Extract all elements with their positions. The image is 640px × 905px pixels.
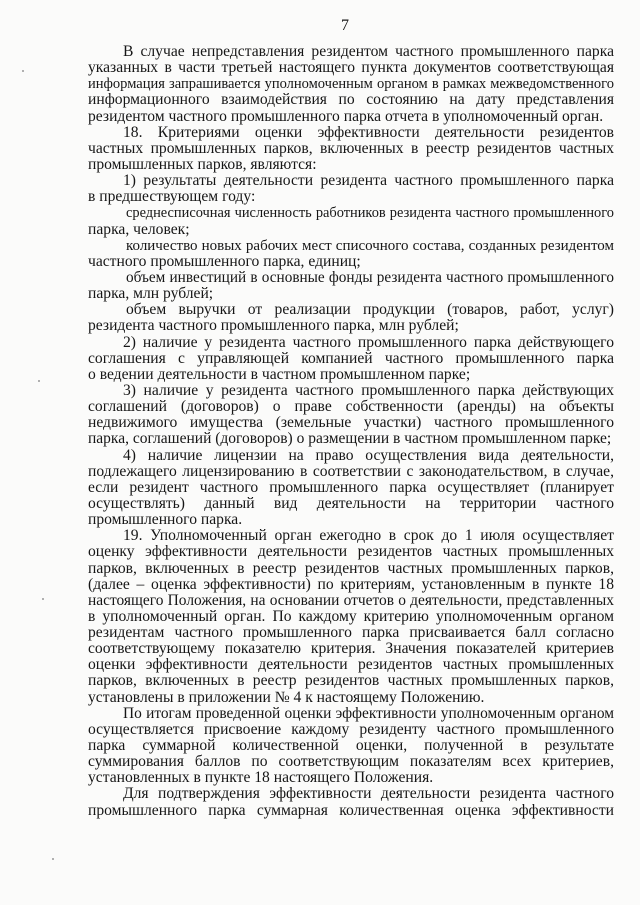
paragraph	[88, 528, 614, 706]
text-line: о ведении деятельности в частном промышленном парке;	[88, 365, 471, 383]
text-line: 2) наличие у резидента частного промышленного парка действующего	[123, 333, 614, 351]
paragraph	[88, 302, 614, 334]
text-line: настоящего Положения, на основании отчетов о деятельности, представленных	[88, 591, 614, 609]
text-line: осуществлять) данный вид деятельности на территории частного	[88, 494, 614, 512]
text-line: парка, млн рублей;	[88, 285, 214, 303]
text-line: указанных в части третьей настоящего пункта документов соответствующая	[88, 59, 614, 77]
text-line: количество новых рабочих мест списочного состава, созданных резидентом	[126, 237, 614, 254]
text-line: среднесписочная численность работников резидента частного промышленного	[126, 205, 614, 222]
text-line: резидента частного промышленного парка, млн рублей;	[88, 317, 459, 335]
text-line: резидентам частного промышленного парка присваивается балл согласно	[88, 624, 614, 642]
text-line: в уполномоченный орган. По каждому критерию уполномоченным органом	[88, 607, 614, 625]
scan-speck	[52, 858, 54, 860]
text-line: частного промышленного парка, единиц;	[88, 252, 361, 270]
text-line: (далее – оценка эффективности) по критериям, установленным в пункте 18	[88, 575, 614, 593]
text-line: парков, включенных в реестр резидентов частных промышленных парков,	[88, 559, 614, 577]
paragraph	[88, 786, 614, 818]
text-line: По итогам проведенной оценки эффективности уполномоченным органом	[123, 704, 614, 722]
text-line: оценку эффективности деятельности резидентов частных промышленных	[88, 543, 614, 561]
text-line: информация запрашивается уполномоченным органом в рамках межведомственного	[88, 76, 614, 93]
text-line: Для подтверждения эффективности деятельности резидента частного	[123, 785, 614, 803]
paragraph	[88, 706, 614, 787]
paragraph	[88, 270, 614, 302]
scan-speck	[38, 380, 40, 382]
text-line: резидентом частного промышленного парка отчета в уполномоченный орган.	[88, 107, 604, 125]
scan-speck	[42, 598, 44, 600]
text-line: соглашения с управляющей компанией частного промышленного парка	[88, 349, 614, 367]
paragraph	[88, 125, 614, 173]
text-line: промышленного парка суммарная количественная оценка эффективности	[88, 801, 614, 819]
text-line: промышленных парков, являются:	[88, 155, 317, 173]
text-line: 4) наличие лицензии на право осуществления вида деятельности,	[123, 446, 614, 464]
text-line: парка суммарной количественной оценки, полученной в результате	[88, 737, 614, 755]
paragraph	[88, 238, 614, 270]
text-line: если резидент частного промышленного парка осуществляет (планирует	[88, 478, 614, 496]
text-line: парка, человек;	[88, 220, 190, 238]
text-line: осуществляется присвоение каждому резиденту частного промышленного	[88, 720, 614, 738]
paragraph	[88, 173, 614, 205]
paragraph	[88, 383, 614, 448]
scan-speck	[22, 70, 24, 72]
text-line: промышленного парка.	[88, 511, 243, 529]
text-line: объем инвестиций в основные фонды резидента частного промышленного	[126, 268, 614, 286]
text-line: оценки эффективности деятельности резидентов частных промышленных	[88, 656, 614, 674]
text-line: парков, включенных в реестр резидентов частных промышленных парков,	[88, 672, 614, 690]
text-line: частных промышленных парков, включенных в реестр резидентов частных	[88, 139, 614, 157]
text-line: соглашений (договоров) о праве собственности (аренды) на объекты	[88, 398, 614, 416]
text-line: 19. Уполномоченный орган ежегодно в срок до 1 июля осуществляет	[123, 527, 614, 545]
paragraph	[88, 44, 614, 125]
text-line: установлены в приложении № 4 к настоящему Положению.	[88, 688, 485, 706]
text-line: парка, соглашений (договоров) о размещении в частном промышленном парке;	[88, 430, 612, 448]
text-line: в предшествующем году:	[88, 188, 256, 206]
paragraph	[88, 448, 614, 529]
text-line: В случае непредставления резидентом частного промышленного парка	[123, 43, 614, 60]
text-line: объем выручки от реализации продукции (товаров, работ, услуг)	[126, 301, 614, 319]
text-line: 1) результаты деятельности резидента частного промышленного парка	[123, 172, 614, 190]
paragraph	[88, 205, 614, 237]
text-line: суммирования баллов по соответствующим показателям всех критериев,	[88, 753, 614, 771]
page-number: 7	[341, 17, 349, 34]
text-line: установленных в пункте 18 настоящего Положения.	[88, 769, 434, 787]
text-line: 18. Критериями оценки эффективности деятельности резидентов	[123, 123, 614, 141]
text-line: информационного взаимодействия по состоянию на дату представления	[88, 91, 614, 109]
text-line: подлежащего лицензированию в соответствии с законодательством, в случае,	[88, 462, 614, 480]
text-line: соответствующему показателю критерия. Значения показателей критериев	[88, 640, 614, 658]
document-body	[88, 44, 614, 819]
text-line: 3) наличие у резидента частного промышленного парка действующих	[123, 381, 614, 399]
paragraph	[88, 335, 614, 383]
text-line: недвижимого имущества (земельные участки) частного промышленного	[88, 414, 614, 432]
